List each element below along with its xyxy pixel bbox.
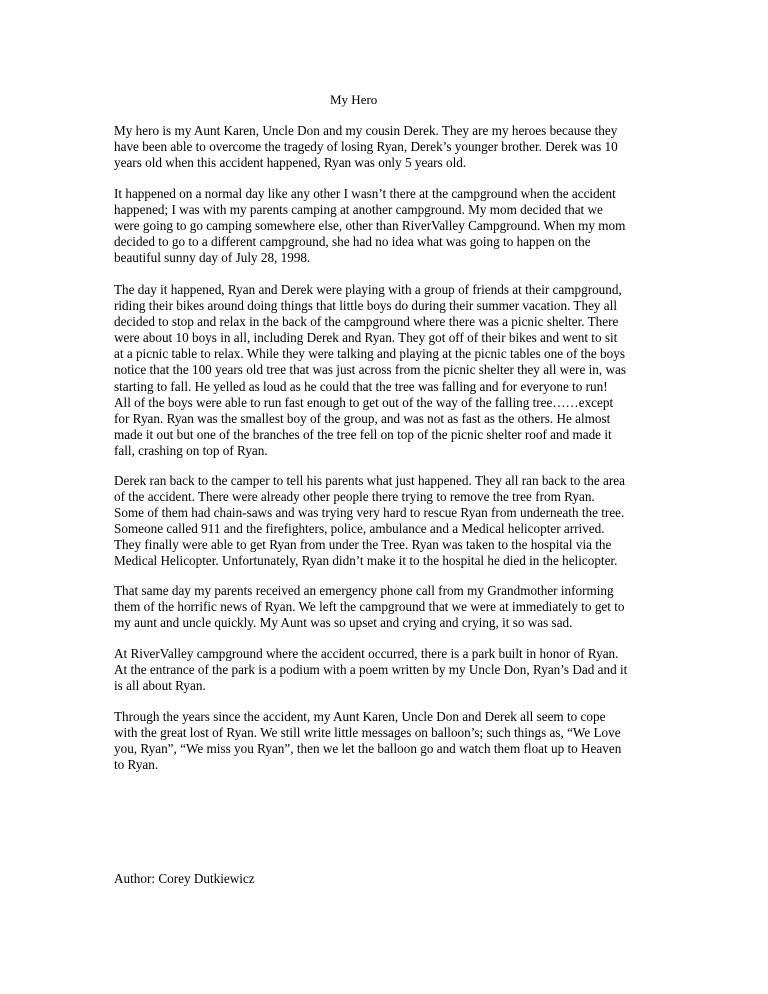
paragraph-rescue: Derek ran back to the camper to tell his parents what just happened. They all ran back to the area of the accident. There were already other people there trying to remove the tree from Ryan. Some of them had chain-saws and was trying very hard to rescue Ryan from underneath the tree. Someone called 911 and the firefighters, police, ambulance and a Medical helicopter arrived. They finally were able to get Ryan from under the Tree. Ryan was taken to the hospital via the Medical Helicopter. Unfortunately, Ryan didn’t make it to the hospital he died in the helicopter. [114, 473, 625, 569]
paragraph-intro: My hero is my Aunt Karen, Uncle Don and my cousin Derek. They are my heroes because they have been able to overcome the tragedy of losing Ryan, Derek’s younger brother. Derek was 10 years old when this accident happened, Ryan was only 5 years old. [114, 123, 618, 171]
paragraph-phone-call: That same day my parents received an emergency phone call from my Grandmother informing them of the horrific news of Ryan. We left the campground that we were at immediately to get to my aunt and uncle quickly. My Aunt was so upset and crying and crying, it so was sad. [114, 583, 625, 631]
author-line: Author: Corey Dutkiewicz [114, 871, 255, 886]
page-title: My Hero [330, 92, 378, 107]
paragraph-accident: The day it happened, Ryan and Derek were playing with a group of friends at their campground, riding their bikes around doing things that little boys do during their summer vacation. They all decided to stop and relax in the back of the campground where there was a picnic shelter. There were about 10 boys in all, including Derek and Ryan. They got off of their bikes and went to sit at a picnic table to relax. While they were talking and playing at the picnic tables one of the boys notice that the 100 years old tree that was just across from the picnic shelter they all were in, was starting to fall. He yelled as loud as he could that the tree was falling and for everyone to run! All of the boys were able to run fast enough to get out of the way of the falling tree……except for Ryan. Ryan was the smallest boy of the group, and was not as fast as the others. He almost made it out but one of the branches of the tree fell on top of the picnic shelter roof and made it fall, crashing on top of Ryan. [114, 282, 626, 458]
paragraph-normal-day: It happened on a normal day like any other I wasn’t there at the campground when the accident happened; I was with my parents camping at another campground. My mom decided that we were going to go camping somewhere else, other than RiverValley Campground. When my mom decided to go to a different campground, she had no idea what was going to happen on the beautiful sunny day of July 28, 1998. [114, 186, 626, 266]
paragraph-balloons: Through the years since the accident, my Aunt Karen, Uncle Don and Derek all seem to cope with the great lost of Ryan. We still write little messages on balloon’s; such things as, “We Love you, Ryan”, “We miss you Ryan”, then we let the balloon go and watch them float up to Heaven to Ryan. [114, 709, 622, 773]
paragraph-memorial-park: At RiverValley campground where the accident occurred, there is a park built in honor of Ryan. At the entrance of the park is a podium with a poem written by my Uncle Don, Ryan’s Dad and it is all about Ryan. [114, 646, 628, 694]
